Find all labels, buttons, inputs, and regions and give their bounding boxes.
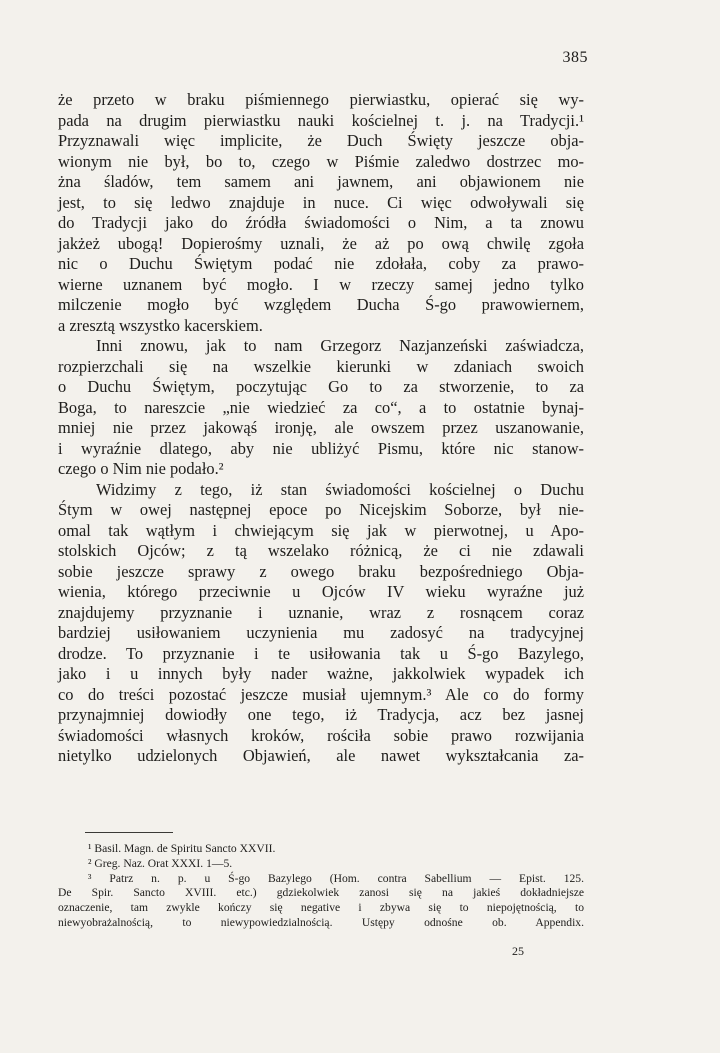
- page-number: 385: [562, 49, 588, 66]
- footnote-continuation: oznaczenie, tam zwykle kończy się negative i zbywa się to niepojętnością, to: [58, 901, 584, 915]
- body-line: znajdujemy przyznanie i uznanie, wraz z rosnącem coraz: [58, 602, 584, 622]
- body-line: mniej nie przez jakowąś ironję, ale owszem przez uszanowanie,: [58, 418, 584, 437]
- footnote-continuation: De Spir. Sancto XVIII. etc.) gdziekolwiek zanosi się na jakieś dokładniejsze: [58, 886, 584, 900]
- body-line: że przeto w braku piśmiennego pierwiastku, opierać się wy-: [58, 90, 584, 109]
- body-line: Boga, to nareszcie „nie wiedzieć za co“, a to ostatnie bynaj-: [58, 397, 584, 417]
- body-line: nic o Duchu Świętym podać nie zdołała, coby za prawo-: [58, 254, 584, 273]
- body-line: co do treści pozostać jeszcze musiał ujemnym.³ Ale co do formy: [58, 684, 584, 704]
- body-line: przynajmniej dowiodły one tego, iż Tradycja, acz bez jasnej: [58, 705, 584, 724]
- body-line: wionym nie był, bo to, czego w Piśmie zaledwo dostrzec mo-: [58, 151, 584, 171]
- footnote-divider: [85, 832, 173, 833]
- body-line: żna śladów, tem samem ani jawnem, ani objawionem nie: [58, 172, 584, 191]
- footnote-continuation: niewyobrażalnością, to niewypowiedzialnością. Ustępy odnośne ob. Appendix.: [58, 915, 584, 929]
- body-line: sobie jeszcze sprawy z owego braku bezpośredniego Obja-: [58, 561, 584, 581]
- body-line: rozpierzchali się na wszelkie kierunki w zdaniach swoich: [58, 356, 584, 376]
- body-line: o Duchu Świętym, poczytując Go to za stworzenie, to za: [58, 377, 584, 396]
- footnote: ² Greg. Naz. Orat XXXI. 1—5.: [88, 856, 233, 870]
- body-line: Przyznawali więc implicite, że Duch Święty jeszcze obja-: [58, 131, 584, 150]
- body-line: a zresztą wszystko kacerskiem.: [58, 315, 263, 335]
- body-line: jest, to się ledwo znajduje in nuce. Ci więc odwoływali się: [58, 192, 584, 212]
- body-line: stolskich Ojców; z tą wszelako różnicą, że ci nie zdawali: [58, 541, 584, 560]
- body-line: wierne uznanem być mogło. I w rzeczy samej jedno tylko: [58, 274, 584, 294]
- body-line: Inni znowu, jak to nam Grzegorz Nazjanzeński zaświadcza,: [96, 336, 584, 355]
- footnotes: [58, 842, 584, 931]
- body-line: jako i u innych były nader ważne, jakkolwiek wypadek ich: [58, 664, 584, 683]
- body-line: pada na drugim pierwiastku nauki kościelnej t. j. na Tradycji.¹: [58, 110, 584, 130]
- footnote: ¹ Basil. Magn. de Spiritu Sancto XXVII.: [88, 842, 276, 855]
- body-line: Śtym w owej następnej epoce po Nicejskim Soborze, był nie-: [58, 500, 584, 519]
- body-line: świadomości własnych kroków, rościła sobie prawo rozwijania: [58, 725, 584, 745]
- body-line: wienia, którego przeciwnie u Ojców IV wieku wyraźne już: [58, 582, 584, 601]
- body-line: czego o Nim nie podało.²: [58, 459, 224, 478]
- body-line: milczenie mogło być względem Ducha Ś-go prawowiernem,: [58, 295, 584, 314]
- body-line: drodze. To przyznanie i te usiłowania tak u Ś-go Bazylego,: [58, 643, 584, 663]
- body-text: [58, 90, 584, 767]
- body-line: i wyraźnie dlatego, aby nie ubliżyć Pismu, które nic stanow-: [58, 438, 584, 458]
- printer-signature: 25: [512, 944, 524, 958]
- body-line: do Tradycji jako do źródła świadomości o Nim, a ta znowu: [58, 213, 584, 232]
- body-line: bardziej usiłowaniem uczynienia mu zadosyć na tradycyjnej: [58, 623, 584, 642]
- body-line: jakżeż ubogą! Dopierośmy uznali, że aż po ową chwilę zgoła: [58, 233, 584, 253]
- footnote: ³ Patrz n. p. u Ś-go Bazylego (Hom. contra Sabellium — Epist. 125.: [88, 871, 584, 885]
- body-line: omal tak wątłym i chwiejącym się jak w pierwotnej, u Apo-: [58, 520, 584, 540]
- body-line: nietylko udzielonych Objawień, ale nawet wykształcania za-: [58, 746, 584, 765]
- body-line: Widzimy z tego, iż stan świadomości kościelnej o Duchu: [96, 479, 584, 499]
